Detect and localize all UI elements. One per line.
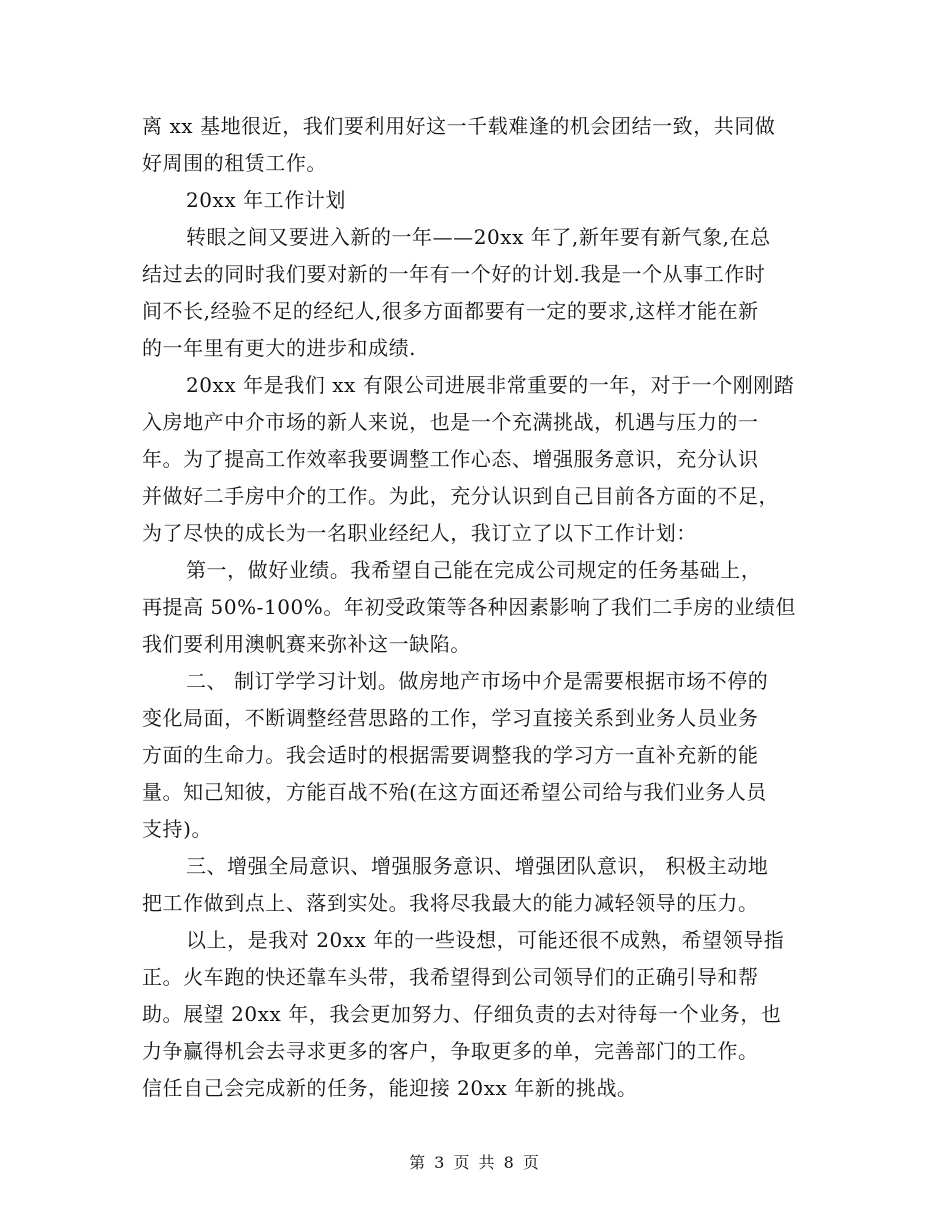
paragraph [142, 108, 810, 182]
text-line: 第一，做好业绩。我希望自己能在完成公司规定的任务基础上， [186, 558, 762, 582]
document-body [142, 108, 810, 1107]
text-line: 的一年里有更大的进步和成绩. [142, 336, 417, 360]
paragraph [142, 552, 810, 663]
text-line: 信任自己会完成新的任务，能迎接 20xx 年新的挑战。 [142, 1076, 638, 1100]
text-line: 量。知己知彼，方能百战不殆(在这方面还希望公司给与我们业务人员 [142, 780, 767, 804]
text-line: 三、增强全局意识、增强服务意识、增强团队意识， 积极主动地 [186, 854, 769, 878]
paragraph [142, 848, 810, 922]
text-line: 为了尽快的成长为一名职业经纪人，我订立了以下工作计划： [142, 521, 697, 545]
text-line: 力争赢得机会去寻求更多的客户，争取更多的单，完善部门的工作。 [142, 1039, 759, 1063]
text-line: 二、 制订学学习计划。做房地产市场中介是需要根据市场不停的 [186, 669, 769, 693]
text-line: 入房地产中介市场的新人来说，也是一个充满挑战，机遇与压力的一 [142, 410, 759, 434]
text-line: 正。火车跑的快还靠车头带，我希望得到公司领导们的正确引导和帮 [142, 965, 759, 989]
page-number: 第 3 页 共 8 页 [409, 1153, 541, 1172]
text-line: 20xx 年工作计划 [186, 188, 346, 212]
text-line: 并做好二手房中介的工作。为此，充分认识到自己目前各方面的不足， [142, 484, 780, 508]
paragraph [142, 182, 810, 219]
text-line: 再提高 50%-100%。年初受政策等各种因素影响了我们二手房的业绩但 [142, 595, 796, 619]
paragraph [142, 922, 810, 1107]
text-line: 转眼之间又要进入新的一年——20xx 年了,新年要有新气象,在总 [186, 225, 771, 249]
text-line: 20xx 年是我们 xx 有限公司进展非常重要的一年，对于一个刚刚踏 [186, 373, 795, 397]
text-line: 间不长,经验不足的经纪人,很多方面都要有一定的要求,这样才能在新 [142, 299, 759, 323]
paragraph [142, 219, 810, 367]
text-line: 变化局面，不断调整经营思路的工作，学习直接关系到业务人员业务 [142, 706, 759, 730]
paragraph [142, 367, 810, 552]
text-line: 我们要利用澳帆赛来弥补这一缺陷。 [142, 632, 471, 656]
text-line: 以上，是我对 20xx 年的一些设想，可能还很不成熟，希望领导指 [186, 928, 785, 952]
text-line: 结过去的同时我们要对新的一年有一个好的计划.我是一个从事工作时 [142, 262, 766, 286]
text-line: 助。展望 20xx 年，我会更加努力、仔细负责的去对待每一个业务，也 [142, 1002, 782, 1026]
paragraph [142, 663, 810, 848]
text-line: 支持)。 [142, 817, 213, 841]
text-line: 方面的生命力。我会适时的根据需要调整我的学习方一直补充新的能 [142, 743, 759, 767]
text-line: 离 xx 基地很近，我们要利用好这一千载难逢的机会团结一致，共同做 [142, 114, 776, 138]
text-line: 把工作做到点上、落到实处。我将尽我最大的能力减轻领导的压力。 [142, 891, 759, 915]
text-line: 好周围的租赁工作。 [142, 151, 327, 175]
text-line: 年。为了提高工作效率我要调整工作心态、增强服务意识，充分认识 [142, 447, 759, 471]
